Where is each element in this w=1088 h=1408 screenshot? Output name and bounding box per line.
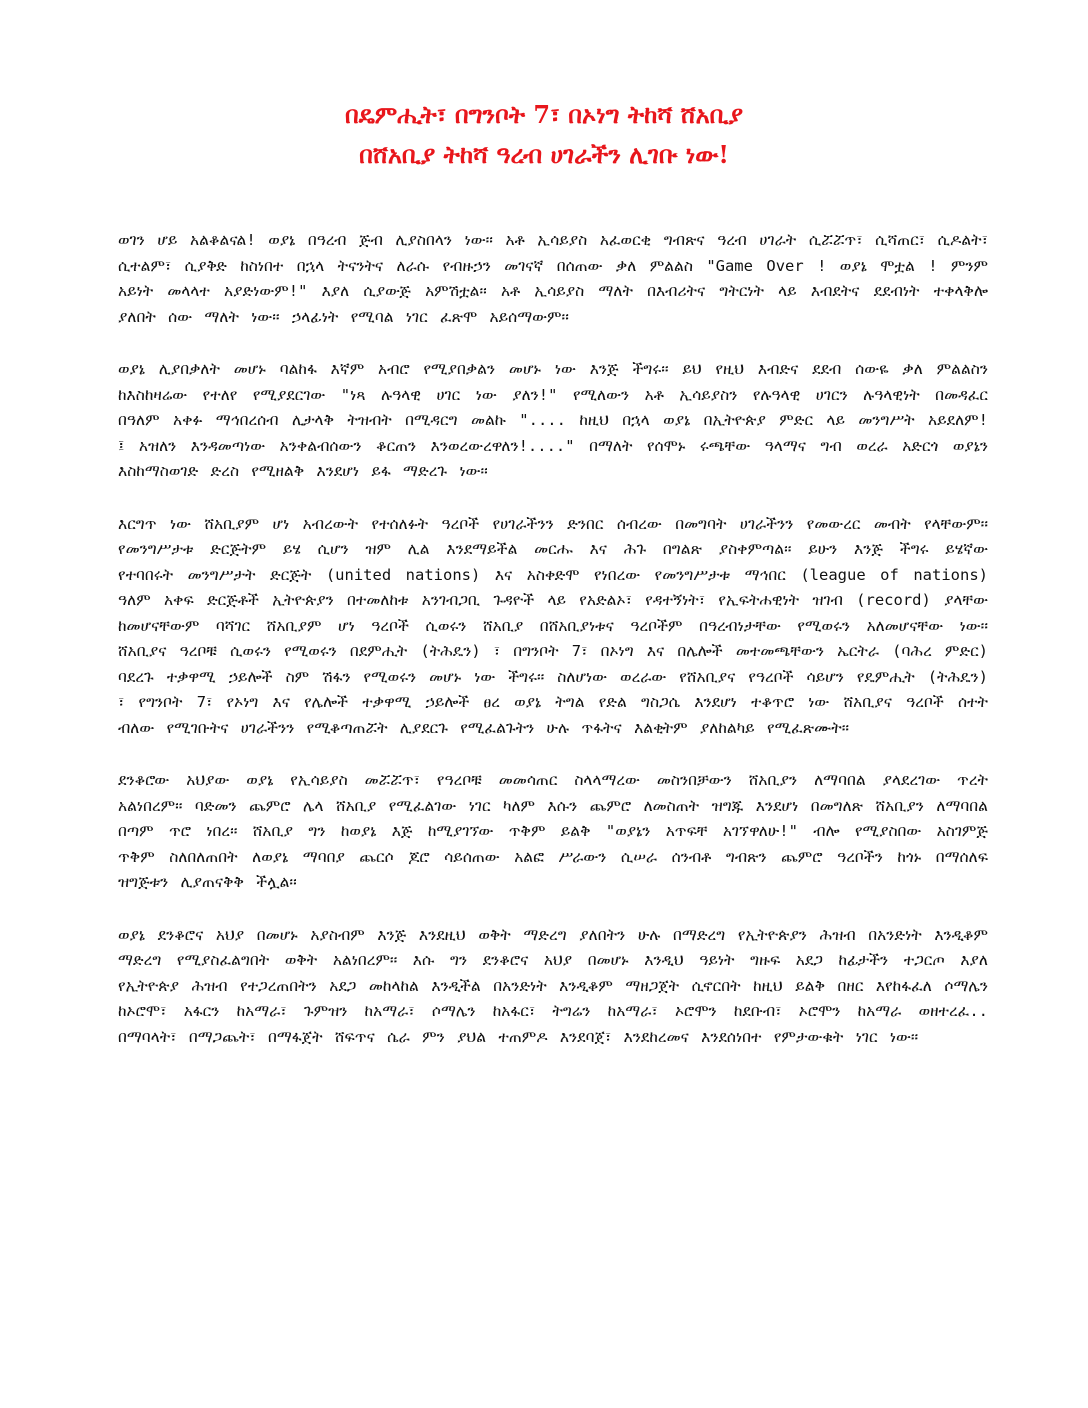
title-line-1: በዴምሒት፣ በግንቦት 7፣ በኦነግ ትከሻ ሸአቢያ <box>344 100 744 129</box>
paragraph-5: ወያኔ ደንቆሮና አህያ በመሆኑ አያስብም እንጅ እንደዚህ ወቅት ማድረግ ያለበትን ሁሉ በማድረግ የኢትዮጵያን ሕዝብ በአንድነት እንዲቆም ማድረግ የሚያስፈልግበት ወቅት አልነበረም፡፡ እሱ ግን ደንቆሮና አህያ በመሆኑ እንዲህ ዓይነት ግዙፍ አደጋ ከፊታችን ተጋርጦ እያለ የኢትዮጵያ ሕዝብ የተጋረጠበትን አደጋ መከላከል እንዲችል በአንድነት እንዲቆም ማዘጋጀት ሲኖርበት ከዚህ ይልቅ በዘር እየከፋፈለ ሶማሌን ከኦሮሞ፣ አፋርን ከአማራ፣ ጉምዝን ከአማራ፣ ሶማሌን ከአፋር፣ ትግሬን ከአማራ፣ ኦሮሞን ከደቡብ፣ ኦሮሞን ከአማራ ወዘተረፈ.. በማባላት፣ በማጋጨት፣ በማፋጀት ሸፍጥና ሴራ ምን ያህል ተጠምዶ እንደባጀ፣ እንደከረመና እንደሰነበተ የምታውቁት ነገር ነው፡፡ <box>118 925 988 1046</box>
article-body <box>118 228 988 1077</box>
paragraph-2: ወያኔ ሊያበቃለት መሆኑ ባልከፋ እኛም አብሮ የሚያበቃልን መሆኑ ነው እንጅ ችግሩ፡፡ ይህ የዚህ እብድና ደደብ ሰውዬ ቃለ ምልልስን ከእስከዛሬው የተለየ የሚያደርገው "ነጻ ሉዓላዊ ሀገር ነው ያለን!" የሚለውን አቶ ኢሳይያስን የሉዓላዊ ሀገርን ሉዓላዊነት በመዳፈር በዓለም አቀፉ ማኅበረሰብ ሊታላቅ ትዝብት በሚዳርግ መልኩ ".... ከዚህ በኋላ ወያኔ በኢትዮጵያ ምድር ላይ መንግሥት አይደለም! ፤ አዝለን እንዳመጣነው አንቀልብሰውን ቆርጠን እንወረውረዋለን!...." በማለት የሰሞኑ ሩጫቸው ዓላማና ግብ ወረራ አድርጎ ወያኔን እስከማስወገድ ድረስ የሚዘልቅ እንደሆነ ይፋ ማድረጉ ነው፡፡ <box>118 360 988 480</box>
paragraph-4: ደንቆሮው አህያው ወያኔ የኢሳይያስ መሯሯጥ፣ የዓረቦቹ መመሳጠር ስላላማረው መስንበቻውን ሸአቢያን ለማባበል ያላደረገው ጥረት አልነበረም፡፡ ባድመን ጨምሮ ሌላ ሸአቢያ የሚፈልገው ነገር ካለም እሱን ጨምሮ ለመስጠት ዝግጁ እንደሆነ በመግለጽ ሸአቢያን ለማባበል በጣም ጥሮ ነበረ፡፡ ሸአቢያ ግን ከወያኔ እጅ ከሚያገኘው ጥቅም ይልቅ "ወያኔን አጥፍቸ አገኘዋለሁ!" ብሎ የሚያስበው አስገምጅ ጥቅም ስለበለጠበት ለወያኔ ማባበያ ጨርሶ ጆሮ ሳይሰጠው አልፎ ሥራውን ሲሠራ ሰንብቶ ግብጽን ጨምሮ ዓረቦችን ከጎኑ በማሰለፍ ዝግጅቱን ሊያጠናቅቅ ችሏል፡፡ <box>118 771 988 891</box>
title-line-2: በሸአቢያ ትከሻ ዓረብ ሀገራችን ሊገቡ ነው! <box>359 140 729 169</box>
paragraph-3: እርግጥ ነው ሸአቢያም ሆነ አብረውት የተሰለፉት ዓረቦች የሀገራችንን ድንበር ሰብረው በመግባት ሀገራችንን የመውረር መብት የላቸውም፡፡ የመንግሥታቱ ድርጅትም ይሄ ሲሆን ዝም ሊል እንደማይችል መርሑ እና ሕጉ በግልጽ ያስቀምጣል፡፡ ይሁን እንጅ ችግሩ ይሄኛው የተባበሩት መንግሥታት ድርጅት (united nations) እና አስቀድሞ የነበረው የመንግሥታቱ ማኅበር (league of nations) ዓለም አቀፍ ድርጅቶች ኢትዮጵያን በተመለከቱ አንገብጋቢ ጉዳዮች ላይ የአድልኦ፣ የዳተኝነት፣ የኢፍትሐዊነት ዝገብ (record) ያላቸው ከመሆናቸውም ባሻገር ሸአቢያም ሆነ ዓረቦች ሲወሩን ሸአቢያ በሸአቢያነቱና ዓረቦችም በዓረብነታቸው የሚወሩን አለመሆናቸው ነው፡፡ ሸአቢያና ዓረቦቹ ሲወሩን የሚወሩን በደምሒት (ትሕዴን) ፣ በግንቦት 7፣ በኦነግ እና በሌሎች መተመጫቸውን ኤርትራ (ባሕረ ምድር) ባደረጉ ተቃዋሚ ኃይሎች ስም ሽፋን የሚወሩን መሆኑ ነው ችግሩ፡፡ ስለሆነው ወረራው የሸአቢያና የዓረቦች ሳይሆን የዴምሒት (ትሕዴን) ፣ የግንቦት 7፣ የኦነግ እና የሌሎች ተቃዋሚ ኃይሎች ፀረ ወያኔ ትግል የድል ግስጋሴ እንደሆነ ተቆጥሮ ነው ሸአቢያና ዓረቦች ሰተት ብለው የሚገቡትና ሀገራችንን የሚቆጣጠሯት ሊያደርጉ የሚፈልጉትን ሁሉ ጥፋትና እልቂትም ያለከልካይ የሚፈጽሙት፡፡ <box>118 514 988 737</box>
paragraph-1: ወገን ሆይ አልቆልናል! ወያኔ በዓረብ ጅብ ሊያስበላን ነው፡፡ አቶ ኢሳይያስ አፈወርቂ ግብጽና ዓረብ ሀገራት ሲሯሯጥ፣ ሲሻጠር፣ ሲዶልት፣ ሲተልም፣ ሲያቅድ ከስነበተ በኋላ ትናንትና ለራሱ የብዙኃን መገናኛ በሰጠው ቃለ ምልልስ "Game Over ! ወያኔ ሞቷል ! ምንም አይነት መላላተ አያድነውም!" እያለ ሲያውጅ አምሽቷል፡፡ አቶ ኢሳይያስ ማለት በእብሪትና ግትርነት ላይ እብደትና ደደብነት ተቀላቅሎ ያለበት ሰው ማለት ነው፡፡ ኃላፊነት የሚባል ነገር ፈጽሞ አይሰማውም፡፡ <box>118 231 988 326</box>
page-title <box>0 95 1088 175</box>
